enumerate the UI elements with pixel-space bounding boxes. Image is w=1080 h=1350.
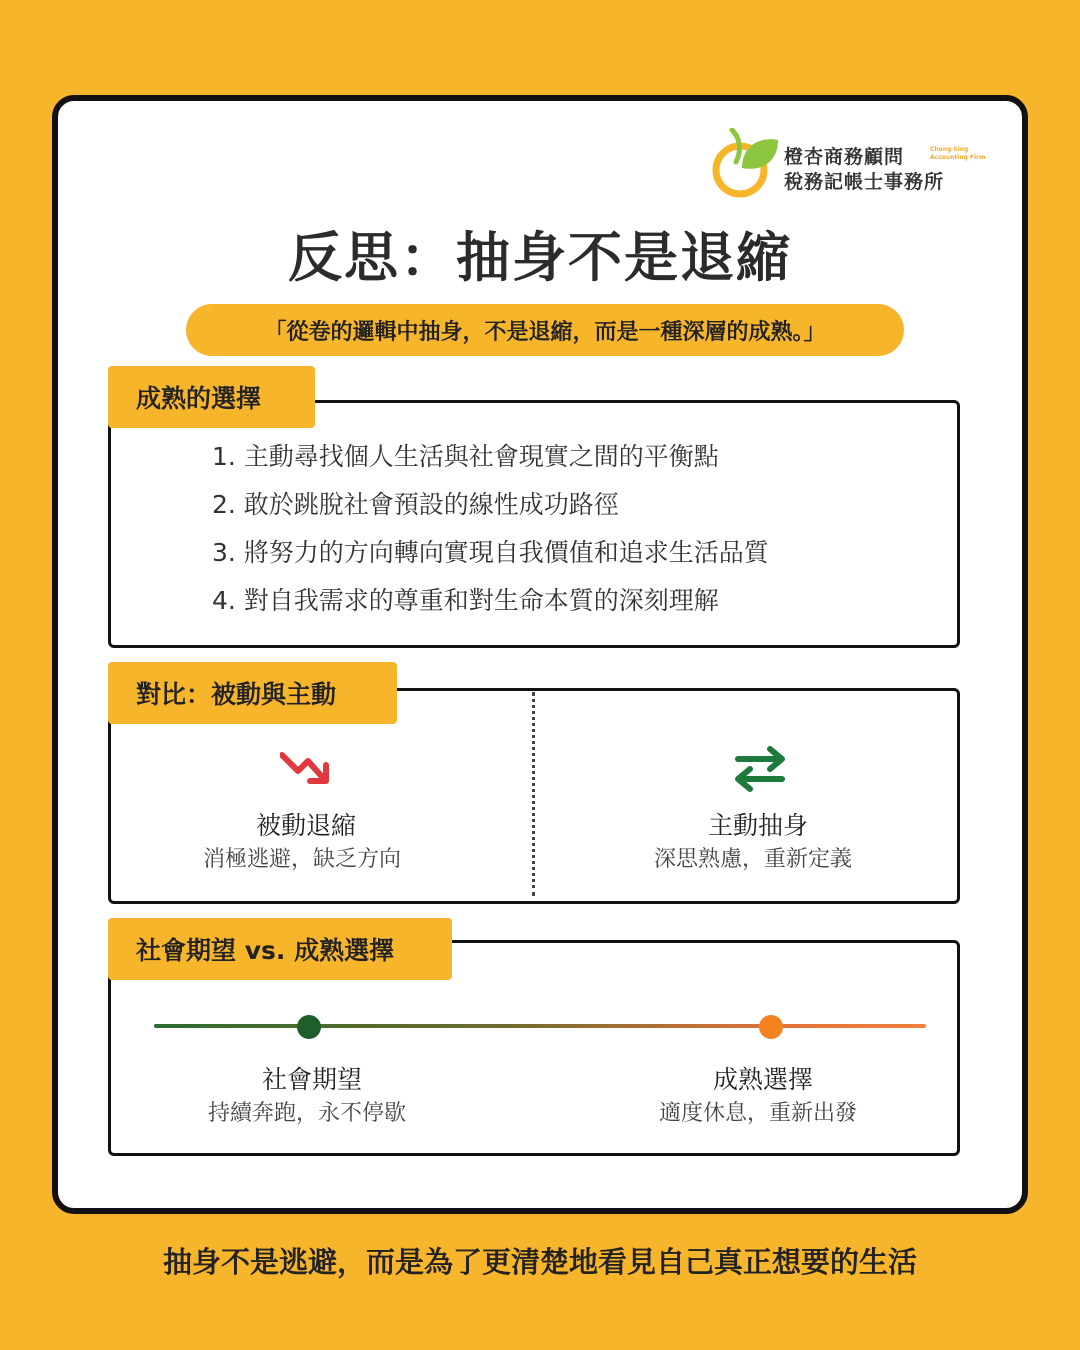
list-item: 4. 對自我需求的尊重和對生命本質的深刻理解 <box>212 586 719 615</box>
timeline-line <box>154 1024 926 1028</box>
passive-retreat-subtitle: 消極逃避，缺乏方向 <box>203 847 402 872</box>
mature-choice-list <box>212 436 769 628</box>
list-item: 1. 主動尋找個人生活與社會現實之間的平衡點 <box>212 442 719 471</box>
footer-tagline: 抽身不是逃避，而是為了更清楚地看見自己真正想要的生活 <box>162 1245 917 1279</box>
active-withdraw-title: 主動抽身 <box>708 811 809 840</box>
list-item: 2. 敢於跳脫社會預設的線性成功路徑 <box>212 490 619 519</box>
swap-arrows-icon <box>730 745 790 793</box>
social-expectation-subtitle: 持續奔跑，永不停歇 <box>208 1101 407 1126</box>
passive-retreat-title: 被動退縮 <box>256 811 357 840</box>
timeline-dot-social <box>297 1015 321 1039</box>
dotted-divider <box>532 692 535 896</box>
section-tag-mature-choice: 成熟的選擇 <box>108 366 315 428</box>
trending-down-icon <box>280 745 340 793</box>
logo-name-line2: 稅務記帳士事務所 <box>784 171 945 193</box>
section-tag-comparison: 對比：被動與主動 <box>108 662 397 724</box>
logo-en-line1: Cheng Sing <box>930 146 969 153</box>
timeline-dot-mature <box>759 1015 783 1039</box>
logo-name-line1: 橙杏商務顧問 <box>784 146 905 168</box>
section-tag-expectation-vs-choice: 社會期望 vs. 成熟選擇 <box>108 918 452 980</box>
mature-choice-title: 成熟選擇 <box>713 1065 814 1094</box>
active-withdraw-subtitle: 深思熟慮，重新定義 <box>654 847 853 872</box>
page-title: 反思：抽身不是退縮 <box>288 226 792 289</box>
list-item: 3. 將努力的方向轉向實現自我價值和追求生活品質 <box>212 538 769 567</box>
logo-en-line2: Accounting Firm <box>930 154 986 161</box>
social-expectation-title: 社會期望 <box>262 1065 363 1094</box>
quote-banner: 「從卷的邏輯中抽身，不是退縮，而是一種深層的成熟。」 <box>186 304 904 356</box>
logo-mark-icon <box>712 128 782 200</box>
mature-choice-subtitle: 適度休息，重新出發 <box>659 1101 858 1126</box>
company-logo <box>712 128 992 200</box>
